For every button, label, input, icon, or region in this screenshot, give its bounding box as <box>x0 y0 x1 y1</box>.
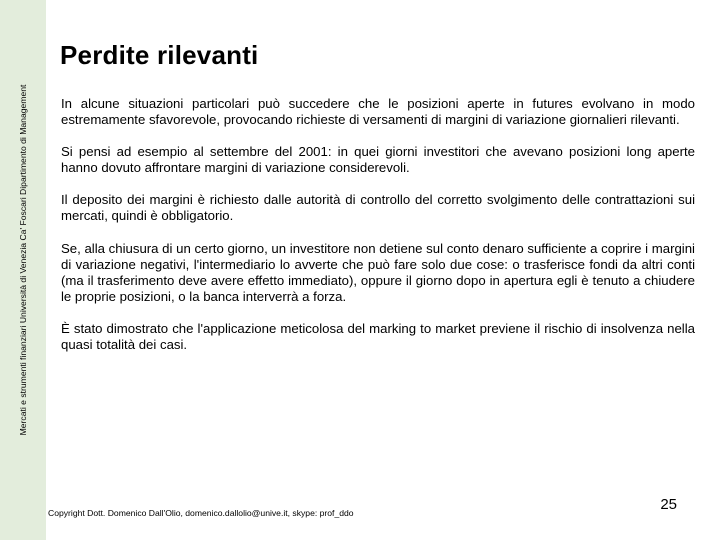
paragraph-5: È stato dimostrato che l'applicazione meticolosa del marking to market previene il rischio di insolvenza nella quasi totalità dei casi. <box>61 320 695 353</box>
paragraph-1: In alcune situazioni particolari può succedere che le posizioni aperte in futures evolvano in modo estremamente sfavorevole, provocando richieste di versamenti di margini di variazione giornalieri rilevanti. <box>61 96 695 128</box>
page-number: 25 <box>660 496 677 513</box>
sidebar-band <box>0 0 46 540</box>
footer-copyright: Copyright Dott. Domenico Dall'Olio, domenico.dallolio@unive.it, skype: prof_ddo <box>48 508 354 518</box>
paragraph-2: Si pensi ad esempio al settembre del 2001: in quei giorni investitori che avevano posizioni long aperte hanno dovuto affrontare margini di variazione considerevoli. <box>61 144 695 176</box>
sidebar-vertical-text: Mercati e strumenti finanziari Università di Venezia Ca' Foscari Dipartimento di Management <box>18 84 28 436</box>
paragraph-4: Se, alla chiusura di un certo giorno, un investitore non detiene sul conto denaro sufficiente a coprire i margini di variazione negativi, l'intermediario lo avverte che può fare solo due cose: o trasferisce fondi da altri conti (ma il trasferimento deve avere effetto immediato), oppure il giorno dopo in apertura egli è tenuto a chiudere le proprie posizioni, o la banca interverrà a forza. <box>61 240 695 304</box>
paragraph-3: Il deposito dei margini è richiesto dalle autorità di controllo del corretto svolgimento delle contrattazioni sui mercati, quindi è obbligatorio. <box>61 192 695 224</box>
slide-title: Perdite rilevanti <box>60 40 259 70</box>
slide-body <box>61 96 695 369</box>
